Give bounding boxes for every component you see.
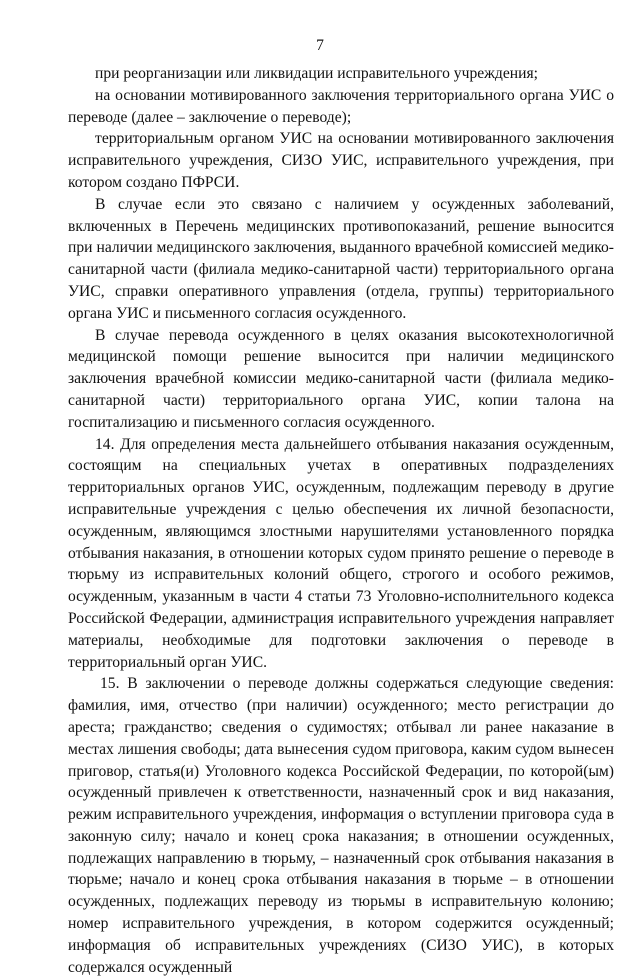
paragraph-reorganization: при реорганизации или ликвидации исправительного учреждения; [95,65,538,82]
paragraph-item-15: 15. В заключении о переводе должны содержаться следующие сведения: фамилия, имя, отчество (при наличии) осужденного; место регистрации до ареста; гражданство; сведения о судимостях; отбывал ли ранее наказание в местах лишения свободы; дата вынесения судом приговора, каким судом вынесен приговор, статья(и) Уголовного кодекса Российской Федерации, по которой(ым) осужденный привлечен к ответственности, назначенный срок и вид наказания, режим исправительного учреждения, информация о вступлении приговора суда в законную силу; начало и конец срока наказания; в отношении осужденных, подлежащих направлению в тюрьму, – назначенный срок отбывания наказания в тюрьме; начало и конец срока отбывания наказания в тюрьме – в отношении осужденных, подлежащих переводу из тюрьмы в исправительную колонию; номер исправительного учреждения, в котором содержится осужденный; информация об исправительных учреждениях (СИЗО УИС), в которых содержался осужденный [68,675,614,976]
paragraph-medical-contraindications: В случае если это связано с наличием у осужденных заболеваний, включенных в Перечень медицинских противопоказаний, решение выносится при наличии медицинского заключения, выданного врачебной комиссией медико-санитарной части (филиала медико-санитарной части) территориального органа УИС, справки оперативного управления (отдела, группы) территориального органа УИС и письменного согласия осужденного. [68,195,614,322]
paragraph-item-14: 14. Для определения места дальнейшего отбывания наказания осужденным, состоящим на специальных учетах в оперативных подразделениях территориальных органов УИС, осужденным, подлежащим переводу в другие исправительные учреждения с целью обеспечения их личной безопасности, осужденным, являющимся злостными нарушителями установленного порядка отбывания наказания, в отношении которых судом принято решение о переводе в тюрьму из исправительных колоний общего, строгого и особого режимов, осужденным, указанным в части 4 статьи 73 Уголовно-исполнительного кодекса Российской Федерации, администрация исправительного учреждения направляет материалы, необходимые для подготовки заключения о переводе в территориальный орган УИС. [68,435,614,671]
document-body [68,63,614,978]
paragraph-territorial-body: территориальным органом УИС на основании мотивированного заключения исправительного учреждения, СИЗО УИС, исправительного учреждения, при котором создано ПФРСИ. [68,130,614,191]
page-number: 7 [316,37,324,54]
paragraph-territorial-conclusion: на основании мотивированного заключения территориального органа УИС о переводе (далее – заключение о переводе); [68,86,614,126]
paragraph-high-tech-care: В случае перевода осужденного в целях оказания высокотехнологичной медицинской помощи решение выносится при наличии медицинского заключения врачебной комиссии медико-санитарной части (филиала медико-санитарной части) территориального органа УИС, копии талона на госпитализацию и письменного согласия осужденного. [68,326,614,431]
